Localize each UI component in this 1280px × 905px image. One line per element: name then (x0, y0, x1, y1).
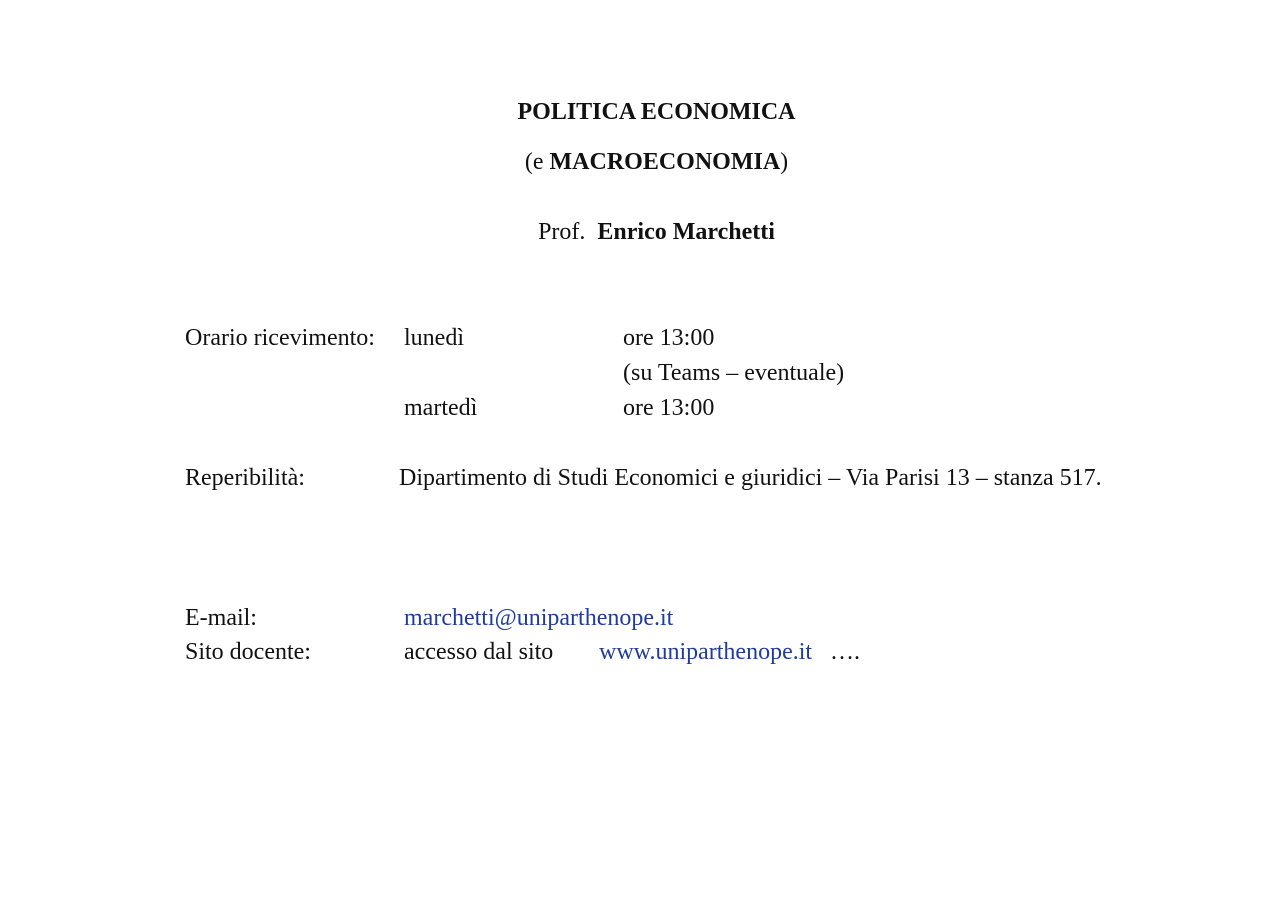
document-title (0, 100, 1280, 124)
office-hours-day-2: martedì (404, 395, 478, 421)
office-hours-time-1: ore 13:00 (623, 325, 715, 351)
office-hours-time-2: ore 13:00 (623, 395, 715, 421)
office-hours-day-1: lunedì (404, 325, 464, 351)
subtitle-open: (e (524, 149, 550, 175)
site-label: Sito docente: (185, 639, 311, 665)
document-subtitle (0, 150, 1280, 174)
site-link[interactable]: www.uniparthenope.it (599, 639, 813, 665)
course-title: POLITICA ECONOMICA (517, 99, 796, 125)
availability-value: Dipartimento di Studi Economici e giuridici – Via Parisi 13 – stanza 517. (399, 465, 1102, 491)
subtitle-close: ) (780, 149, 789, 175)
email-link[interactable]: marchetti@uniparthenope.it (404, 605, 674, 631)
professor-name: Enrico Marchetti (597, 219, 775, 245)
email-label: E-mail: (185, 605, 257, 631)
site-suffix: …. (830, 639, 860, 665)
office-hours-note: (su Teams – eventuale) (623, 360, 845, 386)
availability-label: Reperibilità: (185, 465, 305, 491)
office-hours-label: Orario ricevimento: (185, 325, 375, 351)
subtitle-macro: MACROECONOMIA (549, 149, 781, 175)
professor-prefix: Prof. (538, 219, 586, 245)
professor-line (0, 220, 1280, 244)
site-prefix: accesso dal sito (404, 639, 554, 665)
